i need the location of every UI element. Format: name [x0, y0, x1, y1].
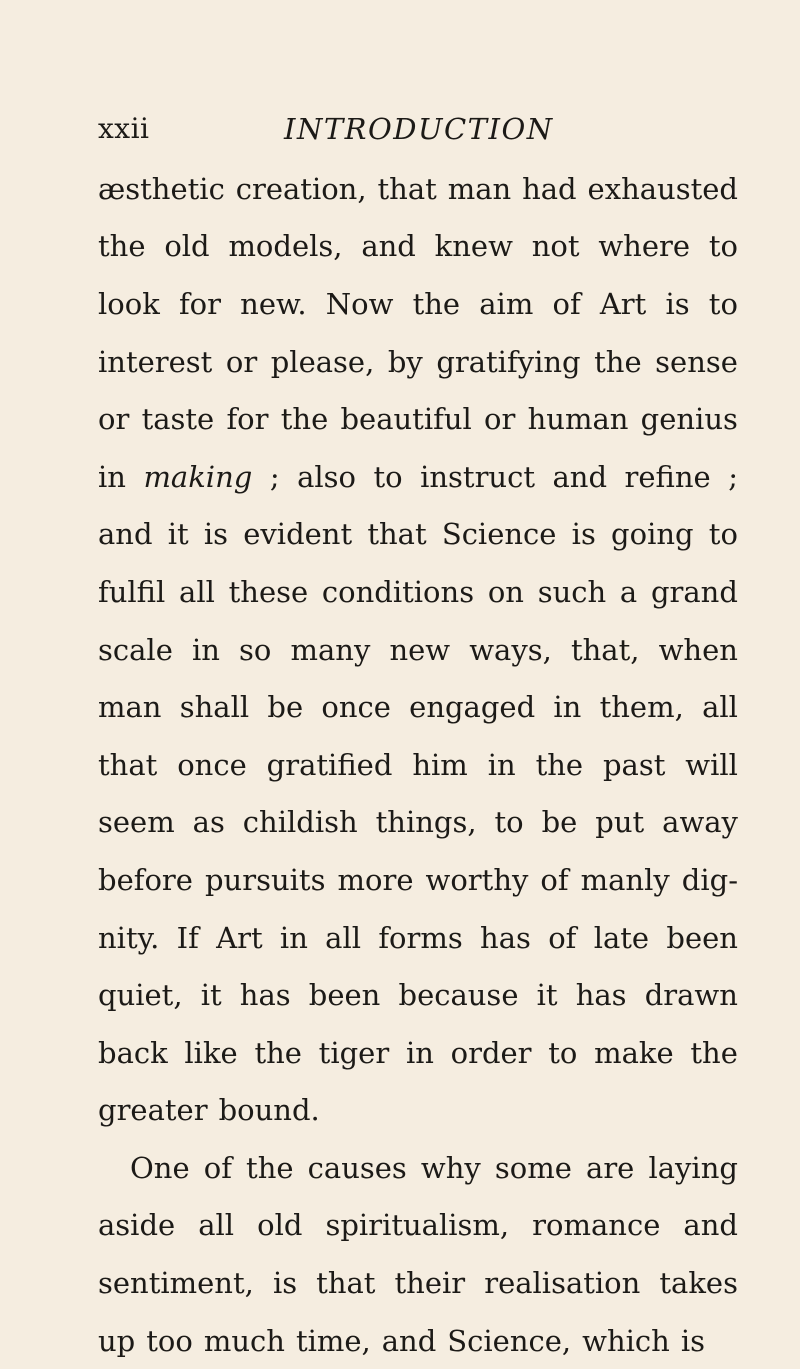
word: not: [531, 229, 580, 264]
word: is: [203, 517, 229, 552]
word: that: [367, 517, 427, 552]
word: in: [191, 632, 220, 667]
word: to: [708, 517, 738, 552]
word: or: [98, 402, 130, 437]
word: in: [98, 459, 126, 494]
word: in: [553, 690, 582, 725]
word: all: [179, 574, 215, 609]
word: when: [658, 632, 738, 667]
word: to: [708, 229, 738, 264]
word: refine: [624, 459, 711, 494]
word: takes: [659, 1266, 738, 1301]
word: had: [522, 171, 577, 206]
text-line: [98, 506, 738, 564]
word: aside: [98, 1208, 176, 1243]
word: because: [398, 978, 519, 1013]
word: models,: [228, 229, 343, 264]
word: romance: [532, 1208, 661, 1243]
word: be: [541, 805, 578, 840]
word: tiger: [318, 1035, 390, 1070]
word: forms: [378, 920, 463, 955]
word: on: [487, 574, 524, 609]
word: greater: [98, 1093, 208, 1128]
word: grand: [650, 574, 738, 609]
word: is: [571, 517, 596, 552]
word: and: [552, 459, 608, 494]
text-line: [98, 1254, 738, 1312]
word: new.: [240, 286, 307, 321]
word: that: [98, 747, 158, 782]
word: sentiment,: [98, 1266, 254, 1301]
word: be: [267, 690, 304, 725]
word: are: [586, 1150, 635, 1185]
word: gratified: [266, 747, 393, 782]
word: time,: [295, 1323, 371, 1358]
word: has: [480, 920, 531, 955]
word: for: [178, 286, 221, 321]
word: their: [394, 1266, 466, 1301]
word: look: [98, 286, 160, 321]
word: is: [272, 1266, 298, 1301]
text-line: [98, 390, 738, 448]
word: all: [702, 690, 738, 725]
text-line: [98, 275, 738, 333]
text-line: [98, 1139, 738, 1197]
word: such: [537, 574, 607, 609]
word: much: [203, 1323, 285, 1358]
word: evident: [243, 517, 353, 552]
word: conditions: [321, 574, 475, 609]
word: human: [527, 402, 629, 437]
word: it: [167, 517, 189, 552]
word: all: [198, 1208, 235, 1243]
word: engaged: [409, 690, 536, 725]
word: the: [246, 1150, 294, 1185]
word: these: [228, 574, 309, 609]
word: One: [130, 1150, 190, 1185]
text-line: [98, 1082, 738, 1140]
word: dig-: [681, 862, 738, 897]
word: the: [690, 1035, 738, 1070]
text-line: [98, 678, 738, 736]
word: to: [548, 1035, 578, 1070]
text-line: [98, 160, 738, 218]
word: man: [98, 690, 162, 725]
word: bound.: [218, 1093, 320, 1128]
word: many: [290, 632, 371, 667]
word: If: [176, 920, 199, 955]
word: like: [184, 1035, 238, 1070]
word: going: [611, 517, 694, 552]
word: in: [279, 920, 308, 955]
word: put: [595, 805, 645, 840]
word: once: [321, 690, 391, 725]
word: more: [337, 862, 414, 897]
text-line: [98, 851, 738, 909]
text-line: [98, 966, 738, 1024]
word: which: [582, 1323, 670, 1358]
word: to: [708, 286, 738, 321]
word: up: [98, 1323, 136, 1358]
word: is: [680, 1323, 706, 1358]
word: please,: [270, 344, 375, 379]
word: laying: [648, 1150, 738, 1185]
word: by: [387, 344, 423, 379]
word: seem: [98, 805, 175, 840]
word: to: [494, 805, 524, 840]
text-line: [98, 909, 738, 967]
word: of: [540, 862, 569, 897]
word: old: [257, 1208, 303, 1243]
word: been: [666, 920, 738, 955]
text-line: [98, 218, 738, 276]
word: drawn: [644, 978, 738, 1013]
word: back: [98, 1035, 168, 1070]
word: gratifying: [436, 344, 581, 379]
word: old: [164, 229, 210, 264]
word: too: [146, 1323, 193, 1358]
word: has: [239, 978, 291, 1013]
word: that: [377, 171, 437, 206]
text-line: [98, 621, 738, 679]
word: shall: [179, 690, 250, 725]
word: pursuits: [204, 862, 326, 897]
word: Art: [216, 920, 263, 955]
word: Science,: [447, 1323, 572, 1358]
word: that,: [570, 632, 640, 667]
running-head: [98, 104, 738, 154]
word: instruct: [420, 459, 536, 494]
word: them,: [599, 690, 684, 725]
word: interest: [98, 344, 213, 379]
word: worthy: [425, 862, 529, 897]
word: beautiful: [340, 402, 472, 437]
word: the: [594, 344, 642, 379]
text-line: [98, 736, 738, 794]
word: or: [225, 344, 258, 379]
word: fulfil: [98, 574, 166, 609]
word: make: [594, 1035, 674, 1070]
word: order: [450, 1035, 532, 1070]
word: Art: [599, 286, 647, 321]
word: creation,: [235, 171, 367, 206]
word: it: [536, 978, 558, 1013]
word: and: [361, 229, 416, 264]
word: scale: [98, 632, 173, 667]
word: as: [192, 805, 225, 840]
word: Now: [325, 286, 394, 321]
running-title: INTRODUCTION: [284, 112, 554, 146]
word: the: [535, 747, 584, 782]
word: making: [143, 459, 253, 494]
word: why: [420, 1150, 481, 1185]
text-line: [98, 1024, 738, 1082]
word: causes: [307, 1150, 407, 1185]
word: nity.: [98, 920, 160, 955]
word: manly: [580, 862, 670, 897]
text-line: [98, 794, 738, 852]
word: and: [683, 1208, 738, 1243]
word: it: [200, 978, 222, 1013]
word: realisation: [484, 1266, 641, 1301]
word: been: [308, 978, 381, 1013]
word: once: [177, 747, 247, 782]
word: in: [405, 1035, 434, 1070]
word: has: [575, 978, 627, 1013]
word: the: [280, 402, 329, 437]
word: some: [494, 1150, 572, 1185]
word: taste: [141, 402, 215, 437]
text-line: [98, 448, 738, 506]
word: late: [593, 920, 650, 955]
word: Science: [441, 517, 557, 552]
word: childish: [242, 805, 358, 840]
text-line: [98, 333, 738, 391]
word: the: [412, 286, 461, 321]
word: so: [239, 632, 272, 667]
word: sense: [655, 344, 738, 379]
word: or: [484, 402, 516, 437]
word: for: [226, 402, 269, 437]
word: ways,: [469, 632, 552, 667]
text-line: [98, 563, 738, 621]
word: and: [98, 517, 153, 552]
text-line: [98, 1197, 738, 1255]
word: will: [685, 747, 738, 782]
word: and: [381, 1323, 437, 1358]
word: the: [254, 1035, 302, 1070]
word: aim: [479, 286, 534, 321]
word: him: [412, 747, 468, 782]
word: before: [98, 862, 193, 897]
word: is: [665, 286, 690, 321]
word: spiritualism,: [325, 1208, 510, 1243]
word: all: [325, 920, 362, 955]
word: a: [619, 574, 638, 609]
word: of: [552, 286, 581, 321]
page-number: xxii: [98, 112, 150, 145]
word: ;: [269, 459, 280, 494]
word: exhausted: [587, 171, 738, 206]
word: away: [662, 805, 738, 840]
body-text: [98, 160, 738, 1369]
word: also: [297, 459, 356, 494]
text-line: [98, 1312, 738, 1369]
word: things,: [375, 805, 477, 840]
word: new: [389, 632, 451, 667]
word: the: [98, 229, 146, 264]
word: of: [548, 920, 577, 955]
word: genius: [640, 402, 738, 437]
word: quiet,: [98, 978, 183, 1013]
word: that: [316, 1266, 376, 1301]
word: man: [447, 171, 512, 206]
word: ;: [728, 459, 738, 494]
word: past: [602, 747, 666, 782]
word: of: [203, 1150, 232, 1185]
word: to: [373, 459, 403, 494]
word: where: [598, 229, 691, 264]
word: in: [487, 747, 516, 782]
word: knew: [434, 229, 513, 264]
word: æsthetic: [98, 171, 225, 206]
